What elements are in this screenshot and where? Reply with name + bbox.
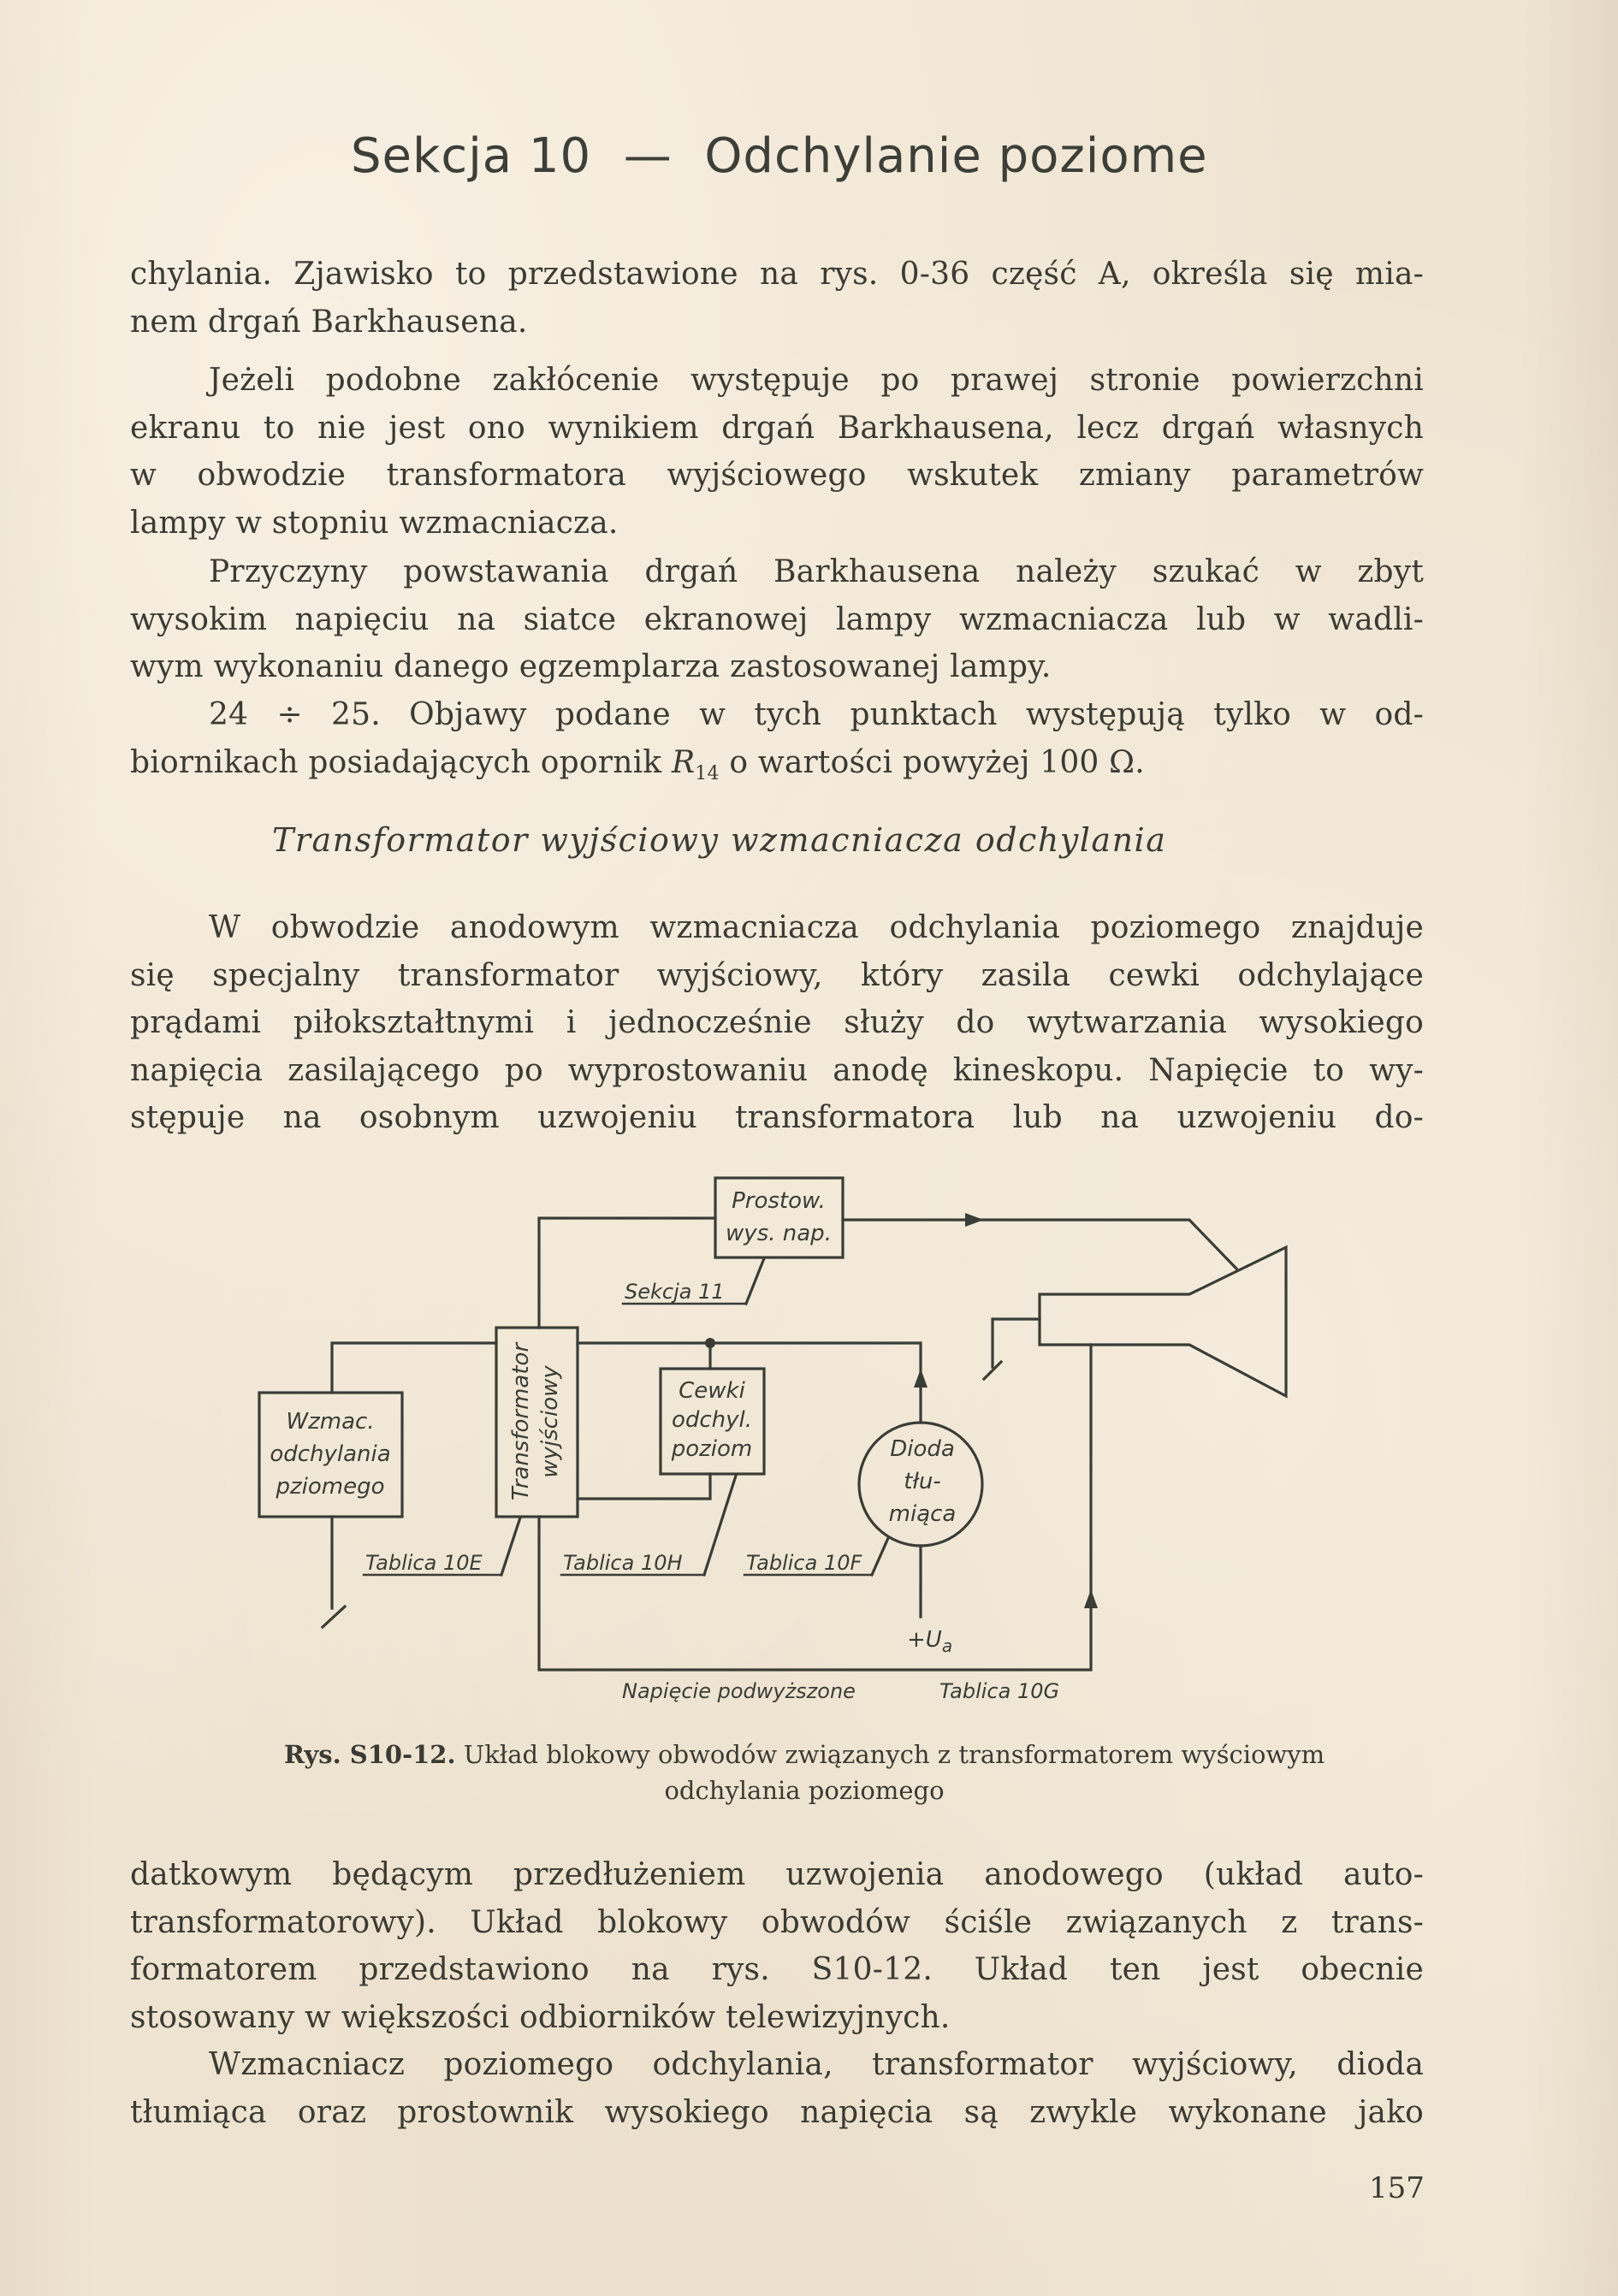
text-line-content: W obwodzie anodowym wzmacniacza odchylania poziomego znajduje <box>209 910 1424 945</box>
text-line: chylania. Zjawisko to przedstawione na rys. 0-36 część A, określa się mia- <box>130 257 1424 292</box>
diode-label-line: miąca <box>888 1501 957 1527</box>
text-line: w obwodzie transformatora wyjściowego wskutek zmiany parametrów <box>130 458 1424 493</box>
transformer-label-line: wyjściowy <box>537 1365 563 1478</box>
resistor-symbol: R <box>671 744 696 780</box>
section-title: Sekcja 10 — Odchylanie poziome <box>351 128 1208 184</box>
hv-feed-line <box>539 1218 715 1328</box>
text-line: wym wykonaniu danego egzemplarza zastosowanej lampy. <box>130 649 1052 684</box>
text-line: się specjalny transformator wyjściowy, który zasila cewki odchylające <box>130 957 1424 993</box>
supply-symbol: +U <box>907 1627 942 1653</box>
hv-output-line <box>843 1220 1236 1269</box>
arrow-up-icon <box>914 1369 928 1388</box>
rectifier-label-line: Prostow. <box>732 1188 826 1214</box>
text-line: prądami piłokształtnymi i jednocześnie służy do wytwarzania wysokiego <box>130 1005 1424 1040</box>
text-line: napięcia zasilającego po wyprostowaniu anodę kineskopu. Napięcie to wy- <box>130 1052 1424 1088</box>
rectifier-label-line: wys. nap. <box>726 1221 832 1246</box>
paragraph-6 <box>130 1851 1424 2041</box>
text-line <box>130 2041 1424 2089</box>
coils-label-line: poziom <box>671 1436 753 1462</box>
boost-voltage-loop <box>539 1345 1091 1670</box>
boost-voltage-label: Napięcie podwyższone <box>622 1679 856 1703</box>
transformer-ref-label: Tablica 10E <box>365 1551 483 1575</box>
caption-line <box>171 1737 1437 1772</box>
text-fragment: o wartości powyżej 100 Ω. <box>719 744 1145 780</box>
caption-line: odchylania poziomego <box>664 1776 945 1805</box>
text-line: datkowym będącym przedłużeniem uzwojenia anodowego (układ auto- <box>130 1857 1424 1892</box>
text-line-content: 24 ÷ 25. Objawy podane w tych punktach występują tylko w od- <box>209 697 1424 732</box>
transformer-ref-leader <box>501 1518 520 1575</box>
amplifier-label-line: pziomego <box>276 1474 385 1500</box>
text-line: stępuje na osobnym uzwojeniu transformatora lub na uzwojeniu do- <box>130 1100 1424 1135</box>
text-line: nem drgań Barkhausena. <box>130 304 528 340</box>
text-line-content: Przyczyny powstawania drgań Barkhausena należy szukać w zbyt <box>209 554 1424 589</box>
text-fragment: biornikach posiadających opornik <box>130 744 672 780</box>
text-line: formatorem przedstawiono na rys. S10-12. Układ ten jest obecnie <box>130 1952 1424 1987</box>
figure-caption <box>171 1737 1437 1808</box>
coils-label-line: Cewki <box>679 1378 745 1404</box>
rectifier-ref-leader <box>746 1258 764 1304</box>
text-line-content: Jeżeli podobne zakłócenie występuje po prawej stronie powierzchni <box>209 363 1424 398</box>
resistor-subscript: 14 <box>695 762 720 784</box>
amp-to-transformer-line <box>332 1343 496 1393</box>
figure-number: Rys. S10-12. <box>283 1740 456 1769</box>
text-line: ekranu to nie jest ono wynikiem drgań Barkhausena, lecz drgań własnych <box>130 410 1424 446</box>
subheading: Transformator wyjściowy wzmacniacza odchylania <box>272 821 1167 859</box>
boost-ref-label: Tablica 10G <box>939 1679 1060 1703</box>
diode-label-line: tłu- <box>904 1469 941 1494</box>
crt-outline <box>1040 1247 1286 1396</box>
supply-voltage-label <box>907 1627 952 1656</box>
caption-text: Układ blokowy obwodów związanych z transformatorem wyściowym <box>455 1740 1325 1769</box>
amplifier-label-line: Wzmac. <box>286 1409 375 1435</box>
coils-return-line <box>578 1474 710 1499</box>
page-number: 157 <box>1369 2171 1425 2205</box>
diode-label-line: Dioda <box>890 1436 955 1462</box>
text-line: wysokim napięciu na siatce ekranowej lampy wzmacniacza lub w wadli- <box>130 601 1424 637</box>
rectifier-ref-label: Sekcja 11 <box>625 1280 725 1304</box>
text-line-content: Wzmacniacz poziomego odchylania, transformator wyjściowy, dioda <box>209 2047 1424 2082</box>
text-line: lampy w stopniu wzmacniacza. <box>130 505 619 541</box>
paragraph-7 <box>130 2041 1424 2136</box>
text-line: stosowany w większości odbiorników telewizyjnych. <box>130 1999 951 2035</box>
crt-grid-line <box>993 1319 1040 1367</box>
arrow-up-icon <box>1084 1589 1098 1608</box>
diode-ref-label: Tablica 10F <box>746 1551 862 1575</box>
text-line: transformatorowy). Układ blokowy obwodów ściśle związanych z trans- <box>130 1904 1424 1940</box>
arrow-right-icon <box>965 1213 984 1227</box>
diode-ref-leader <box>872 1538 888 1575</box>
supply-subscript: a <box>941 1636 953 1656</box>
text-line: tłumiąca oraz prostownik wysokiego napięcia są zwykle wykonane jako <box>130 2094 1424 2130</box>
transformer-label-line: Transformator <box>508 1342 534 1501</box>
ground-tick-icon <box>323 1607 345 1627</box>
coils-ref-label: Tablica 10H <box>563 1551 683 1575</box>
amplifier-label-line: odchylania <box>270 1441 391 1467</box>
coils-label-line: odchyl. <box>671 1407 753 1433</box>
